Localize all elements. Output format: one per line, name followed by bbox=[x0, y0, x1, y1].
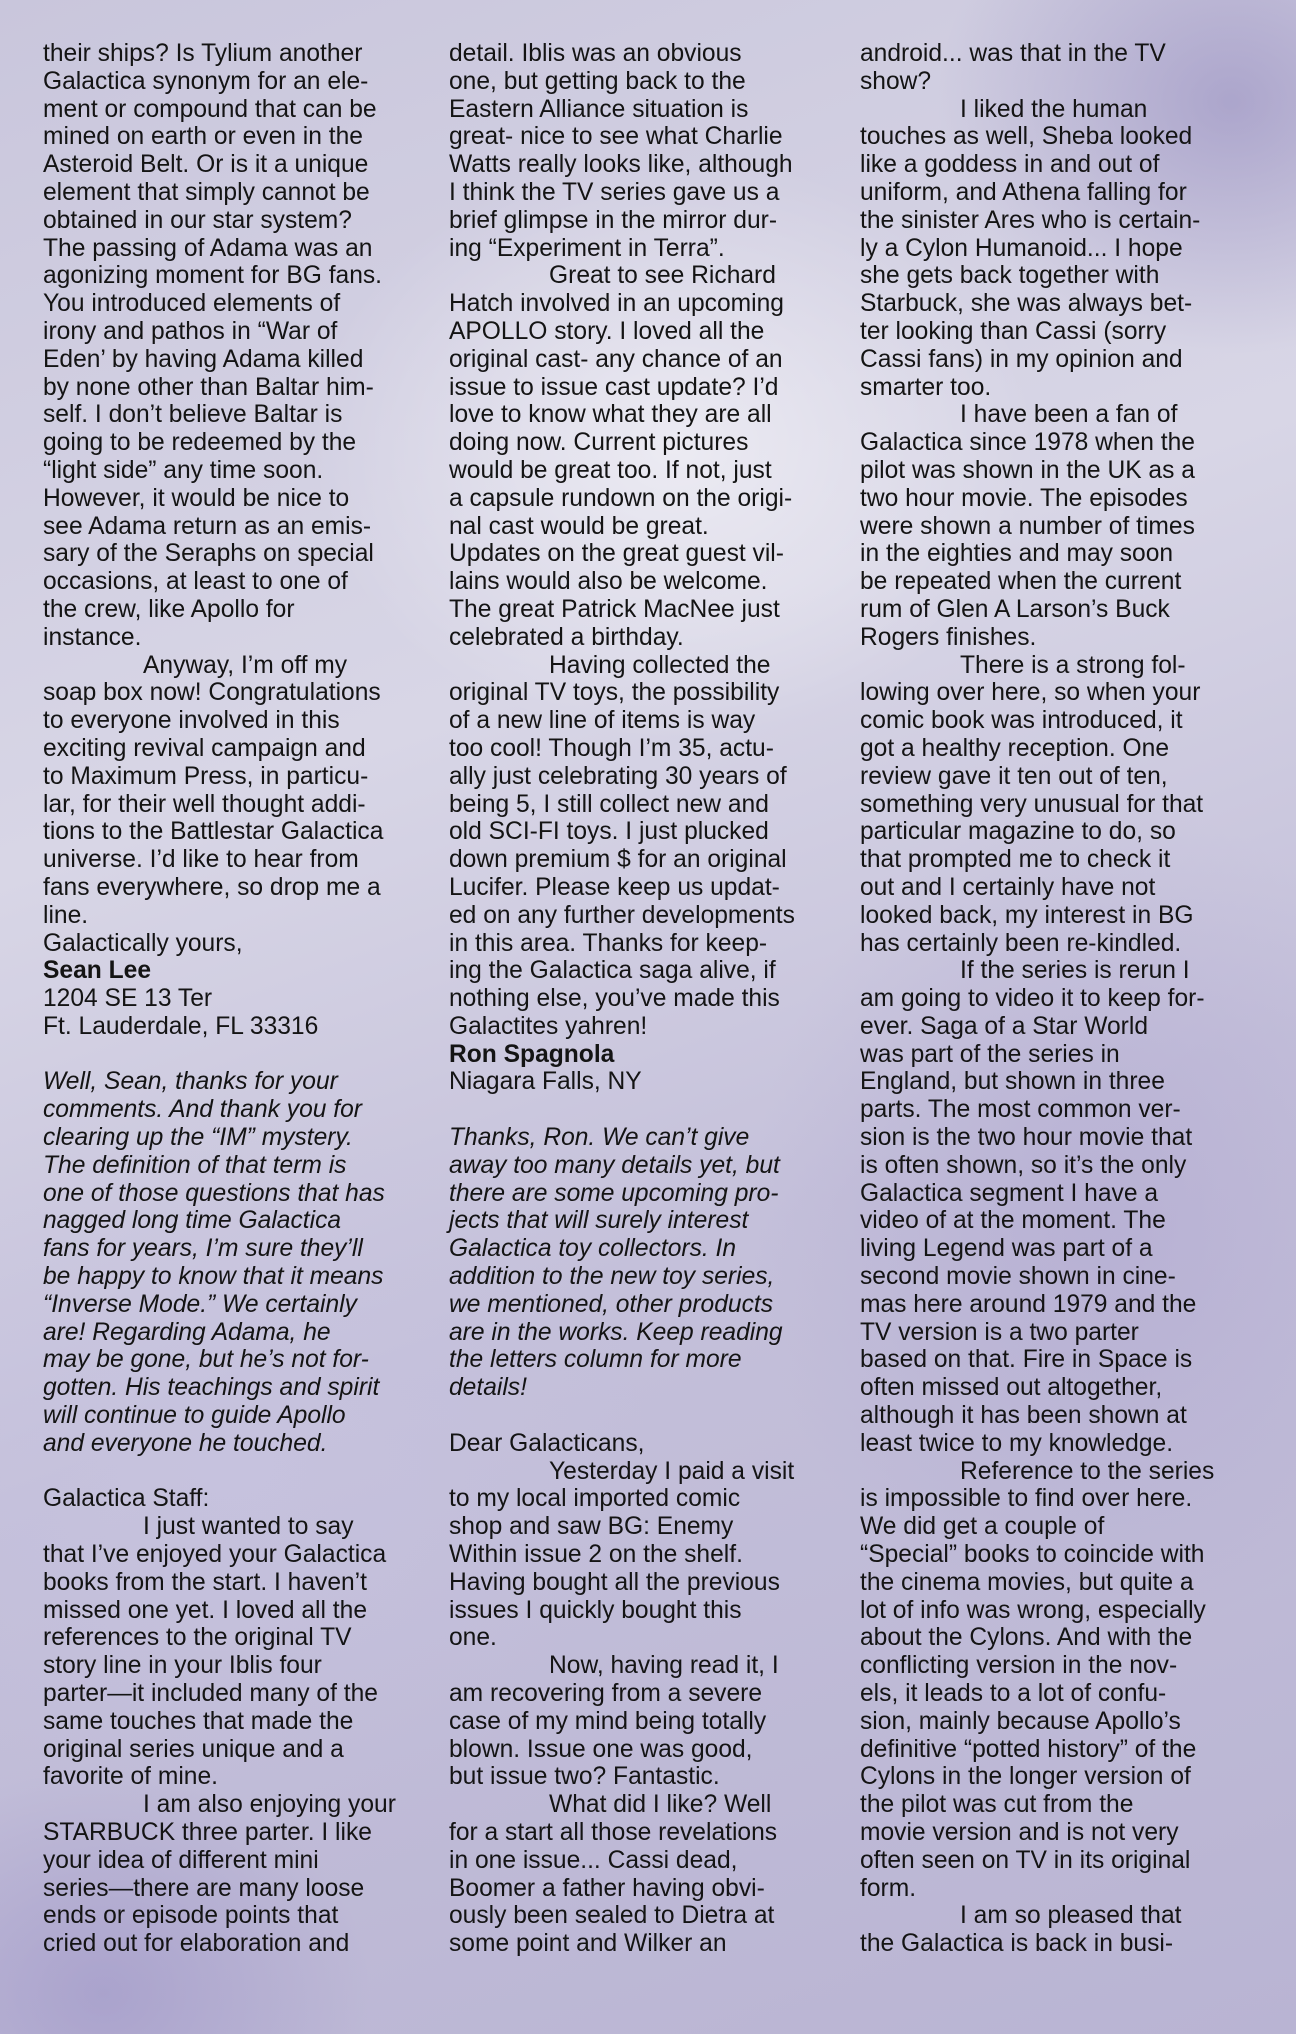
text-line: addition to the new toy series, bbox=[449, 1263, 775, 1291]
text-line: Updates on the great guest vil- bbox=[449, 540, 784, 568]
text-line: that prompted me to check it bbox=[860, 846, 1171, 874]
text-line: Thanks, Ron. We can’t give bbox=[449, 1124, 750, 1152]
text-line: I have been a fan of bbox=[960, 401, 1178, 429]
text-line: am recovering from a severe bbox=[449, 1680, 763, 1708]
text-line: has certainly been re-kindled. bbox=[860, 929, 1182, 957]
text-line: the sinister Ares who is certain- bbox=[860, 206, 1201, 234]
text-line: one. bbox=[449, 1624, 497, 1652]
text-line: blown. Issue one was good, bbox=[449, 1735, 753, 1763]
text-line: detail. Iblis was an obvious bbox=[449, 40, 742, 67]
text-line: favorite of mine. bbox=[43, 1763, 218, 1791]
text-line: in one issue... Cassi dead, bbox=[449, 1846, 738, 1874]
text-line: TV version is a two parter bbox=[860, 1318, 1139, 1346]
text-line: living Legend was part of a bbox=[860, 1235, 1153, 1263]
text-line: cried out for elaboration and bbox=[43, 1930, 350, 1958]
text-line: that I’ve enjoyed your Galactica bbox=[43, 1541, 387, 1569]
text-line: However, it would be nice to bbox=[43, 484, 350, 512]
text-line: Galactites yahren! bbox=[449, 1012, 648, 1040]
text-line: the pilot was cut from the bbox=[860, 1791, 1134, 1819]
text-line: nagged long time Galactica bbox=[43, 1207, 342, 1235]
text-line: occasions, at least to one of bbox=[43, 568, 348, 596]
text-line: of a new line of items is way bbox=[449, 707, 756, 735]
text-line: I liked the human bbox=[960, 95, 1148, 123]
text-line: lains would also be welcome. bbox=[449, 568, 768, 596]
text-line: Lucifer. Please keep us updat- bbox=[449, 873, 780, 901]
text-line: Cassi fans) in my opinion and bbox=[860, 345, 1183, 373]
text-line: will continue to guide Apollo bbox=[43, 1402, 346, 1430]
text-line: there are some upcoming pro- bbox=[449, 1179, 779, 1207]
text-line: Dear Galacticans, bbox=[449, 1429, 645, 1457]
text-line: lowing over here, so when your bbox=[860, 679, 1201, 707]
text-line: second movie shown in cine- bbox=[860, 1263, 1176, 1291]
text-line: Within issue 2 on the shelf. bbox=[449, 1541, 743, 1569]
text-line: about the Cylons. And with the bbox=[860, 1624, 1193, 1652]
text-line: Galactica segment I have a bbox=[860, 1179, 1159, 1207]
text-line: issues I quickly bought this bbox=[449, 1596, 742, 1624]
text-line: smarter too. bbox=[860, 373, 992, 401]
text-line: would be great too. If not, just bbox=[449, 456, 772, 484]
text-line: movie version and is not very bbox=[860, 1819, 1179, 1846]
text-line: case of my mind being totally bbox=[449, 1707, 767, 1735]
text-line: sion is the two hour movie that bbox=[860, 1124, 1193, 1152]
text-line: references to the original TV bbox=[43, 1624, 352, 1652]
text-line: parts. The most common ver- bbox=[860, 1096, 1181, 1124]
text-line: series—there are many loose bbox=[43, 1874, 365, 1902]
text-line: details! bbox=[449, 1374, 527, 1402]
text-line: to Maximum Press, in particu- bbox=[43, 762, 369, 790]
text-line: mined on earth or even in the bbox=[43, 123, 363, 151]
text-line: Eden’ by having Adama killed bbox=[43, 345, 364, 373]
text-line: are in the works. Keep reading bbox=[449, 1318, 783, 1346]
text-line: going to be redeemed by the bbox=[43, 429, 357, 457]
text-line: irony and pathos in “War of bbox=[43, 317, 338, 345]
text-line: got a healthy reception. One bbox=[860, 734, 1169, 762]
text-line: I am so pleased that bbox=[960, 1902, 1182, 1930]
text-line: books from the start. I haven’t bbox=[43, 1568, 367, 1596]
text-line: The definition of that term is bbox=[43, 1151, 347, 1179]
text-line: lar, for their well thought addi- bbox=[43, 790, 366, 818]
text-line: 1204 SE 13 Ter bbox=[43, 985, 213, 1013]
text-line: ally just celebrating 30 years of bbox=[449, 762, 787, 790]
text-line: Niagara Falls, NY bbox=[449, 1068, 642, 1096]
text-line: same touches that made the bbox=[43, 1707, 354, 1735]
text-line: nothing else, you’ve made this bbox=[449, 985, 780, 1013]
text-line: Having collected the bbox=[549, 651, 771, 679]
text-line: There is a strong fol- bbox=[960, 651, 1186, 679]
text-line: too cool! Though I’m 35, actu- bbox=[449, 734, 774, 762]
text-line: definitive “potted history” of the bbox=[860, 1735, 1197, 1763]
text-line: original cast- any chance of an bbox=[449, 345, 783, 373]
text-line: but issue two? Fantastic. bbox=[449, 1763, 720, 1791]
column-1 bbox=[43, 40, 435, 1958]
text-line: STARBUCK three parter. I like bbox=[43, 1819, 372, 1846]
paragraph-gap bbox=[43, 1041, 435, 1069]
text-line: els, it leads to a lot of confu- bbox=[860, 1680, 1167, 1708]
text-line: away too many details yet, but bbox=[449, 1151, 780, 1179]
text-line: obtained in our star system? bbox=[43, 206, 352, 234]
text-line: The passing of Adama was an bbox=[43, 234, 373, 262]
text-line: Boomer a father having obvi- bbox=[449, 1874, 765, 1902]
text-line: original TV toys, the possibility bbox=[449, 679, 780, 707]
text-line: a capsule rundown on the origi- bbox=[449, 484, 793, 512]
text-line: Rogers finishes. bbox=[860, 623, 1037, 651]
paragraph-gap bbox=[43, 1458, 435, 1486]
text-line: instance. bbox=[43, 623, 142, 651]
text-line: nal cast would be great. bbox=[449, 512, 709, 540]
text-line: were shown a number of times bbox=[860, 512, 1195, 540]
text-line: Well, Sean, thanks for your bbox=[43, 1068, 338, 1096]
text-line: element that simply cannot be bbox=[43, 178, 370, 206]
text-line: the letters column for more bbox=[449, 1346, 742, 1374]
text-line: If the series is rerun I bbox=[960, 957, 1190, 985]
text-line: the Galactica is back in busi- bbox=[860, 1930, 1174, 1958]
text-line: line. bbox=[43, 901, 89, 929]
text-line: doing now. Current pictures bbox=[449, 429, 749, 457]
text-line: APOLLO story. I loved all the bbox=[449, 317, 765, 345]
text-line: see Adama return as an emis- bbox=[43, 512, 372, 540]
text-line: fans everywhere, so drop me a bbox=[43, 873, 381, 901]
text-line: one, but getting back to the bbox=[449, 67, 746, 95]
text-line: great- nice to see what Charlie bbox=[449, 123, 783, 151]
text-line: be happy to know that it means bbox=[43, 1263, 384, 1291]
text-line: Ron Spagnola bbox=[449, 1040, 615, 1068]
text-line: Watts really looks like, although bbox=[449, 151, 793, 179]
text-line: lot of info was wrong, especially bbox=[860, 1596, 1206, 1624]
text-line: the crew, like Apollo for bbox=[43, 595, 295, 623]
text-line: two hour movie. The episodes bbox=[860, 484, 1188, 512]
text-line: sion, mainly because Apollo’s bbox=[860, 1707, 1181, 1735]
text-line: and everyone he touched. bbox=[43, 1429, 328, 1457]
text-line: in the eighties and may soon bbox=[860, 540, 1174, 568]
text-line: touches as well, Sheba looked bbox=[860, 123, 1193, 151]
text-line: pilot was shown in the UK as a bbox=[860, 456, 1195, 484]
text-line: although it has been shown at bbox=[860, 1402, 1187, 1430]
text-line: ly a Cylon Humanoid... I hope bbox=[860, 234, 1183, 262]
text-line: Yesterday I paid a visit bbox=[549, 1457, 795, 1485]
text-line: Cylons in the longer version of bbox=[860, 1763, 1191, 1791]
text-line: often missed out altogether, bbox=[860, 1374, 1163, 1402]
text-line: was part of the series in bbox=[860, 1040, 1120, 1068]
text-line: Hatch involved in an upcoming bbox=[449, 290, 784, 318]
text-line: am going to video it to keep for- bbox=[860, 985, 1205, 1013]
text-line: The great Patrick MacNee just bbox=[449, 595, 780, 623]
text-line: parter—it included many of the bbox=[43, 1680, 378, 1708]
text-line: celebrated a birthday. bbox=[449, 623, 684, 651]
text-line: ously been sealed to Dietra at bbox=[449, 1902, 775, 1930]
text-line: You introduced elements of bbox=[43, 290, 341, 318]
text-line: being 5, I still collect new and bbox=[449, 790, 769, 818]
text-line: review gave it ten out of ten, bbox=[860, 762, 1168, 790]
text-line: Starbuck, she was always bet- bbox=[860, 290, 1193, 318]
column-2 bbox=[449, 40, 841, 1958]
text-line: ed on any further developments bbox=[449, 901, 795, 929]
text-line: Having bought all the previous bbox=[449, 1568, 780, 1596]
text-line: self. I don’t believe Baltar is bbox=[43, 401, 343, 429]
text-line: Galactica Staff: bbox=[43, 1485, 210, 1513]
text-line: Galactica toy collectors. In bbox=[449, 1235, 737, 1263]
text-line: uniform, and Athena falling for bbox=[860, 178, 1187, 206]
text-line: conflicting version in the nov- bbox=[860, 1652, 1178, 1680]
text-line: ment or compound that can be bbox=[43, 95, 377, 123]
text-line: story line in your Iblis four bbox=[43, 1652, 322, 1680]
text-line: I just wanted to say bbox=[143, 1513, 354, 1541]
text-line: We did get a couple of bbox=[860, 1513, 1105, 1541]
text-line: agonizing moment for BG fans. bbox=[43, 262, 383, 290]
text-line: What did I like? Well bbox=[549, 1791, 772, 1819]
text-line: in this area. Thanks for keep- bbox=[449, 929, 768, 957]
text-line: out and I certainly have not bbox=[860, 873, 1156, 901]
text-line: show? bbox=[860, 67, 932, 95]
text-line: their ships? Is Tylium another bbox=[43, 40, 363, 67]
text-line: rum of Glen A Larson’s Buck bbox=[860, 595, 1170, 623]
text-line: issue to issue cast update? I’d bbox=[449, 373, 779, 401]
text-line: Now, having read it, I bbox=[549, 1652, 779, 1680]
text-line: Eastern Alliance situation is bbox=[449, 95, 749, 123]
text-line: Ft. Lauderdale, FL 33316 bbox=[43, 1012, 319, 1040]
text-line: the cinema movies, but quite a bbox=[860, 1568, 1194, 1596]
text-line: be repeated when the current bbox=[860, 568, 1182, 596]
text-line: looked back, my interest in BG bbox=[860, 901, 1194, 929]
text-line: to my local imported comic bbox=[449, 1485, 741, 1513]
text-line: gotten. His teachings and spirit bbox=[43, 1374, 380, 1402]
text-line: missed one yet. I loved all the bbox=[43, 1596, 367, 1624]
text-line: Reference to the series bbox=[960, 1457, 1215, 1485]
text-line: ends or episode points that bbox=[43, 1902, 339, 1930]
text-line: some point and Wilker an bbox=[449, 1930, 727, 1958]
text-line: fans for years, I’m sure they’ll bbox=[43, 1235, 363, 1263]
text-line: Great to see Richard bbox=[549, 262, 776, 290]
text-line: brief glimpse in the mirror dur- bbox=[449, 206, 778, 234]
text-line: something very unusual for that bbox=[860, 790, 1204, 818]
text-line: “Special” books to coincide with bbox=[860, 1541, 1205, 1569]
text-line: ing the Galactica saga alive, if bbox=[449, 957, 776, 985]
text-line: particular magazine to do, so bbox=[860, 818, 1176, 846]
text-line: ever. Saga of a Star World bbox=[860, 1012, 1148, 1040]
text-line: Sean Lee bbox=[43, 957, 151, 985]
text-line: Galactica synonym for an ele- bbox=[43, 67, 369, 95]
text-line: England, but shown in three bbox=[860, 1068, 1165, 1096]
text-line: for a start all those revelations bbox=[449, 1819, 778, 1846]
text-line: Galactica since 1978 when the bbox=[860, 429, 1195, 457]
text-line: Galactically yours, bbox=[43, 929, 243, 957]
text-line: original series unique and a bbox=[43, 1735, 344, 1763]
text-line: sary of the Seraphs on special bbox=[43, 540, 374, 568]
text-line: we mentioned, other products bbox=[449, 1290, 774, 1318]
text-line: your idea of different mini bbox=[43, 1846, 319, 1874]
column-3 bbox=[860, 40, 1252, 1958]
text-line: based on that. Fire in Space is bbox=[860, 1346, 1193, 1374]
text-line: are! Regarding Adama, he bbox=[43, 1318, 331, 1346]
text-line: tions to the Battlestar Galactica bbox=[43, 818, 384, 846]
text-line: comic book was introduced, it bbox=[860, 707, 1183, 735]
text-line: Asteroid Belt. Or is it a unique bbox=[43, 151, 369, 179]
text-line: “Inverse Mode.” We certainly bbox=[43, 1290, 357, 1318]
text-line: ter looking than Cassi (sorry bbox=[860, 317, 1167, 345]
text-line: often seen on TV in its original bbox=[860, 1846, 1191, 1874]
text-line: form. bbox=[860, 1874, 917, 1902]
text-line: old SCI-FI toys. I just plucked bbox=[449, 818, 769, 846]
text-line: one of those questions that has bbox=[43, 1179, 385, 1207]
text-line: like a goddess in and out of bbox=[860, 151, 1160, 179]
text-line: I think the TV series gave us a bbox=[449, 178, 780, 206]
text-line: soap box now! Congratulations bbox=[43, 679, 381, 707]
text-line: android... was that in the TV bbox=[860, 40, 1166, 67]
text-line: by none other than Baltar him- bbox=[43, 373, 374, 401]
text-line: mas here around 1979 and the bbox=[860, 1290, 1197, 1318]
text-line: video of at the moment. The bbox=[860, 1207, 1166, 1235]
text-line: to everyone involved in this bbox=[43, 707, 340, 735]
text-line: ing “Experiment in Terra”. bbox=[449, 234, 725, 262]
text-line: down premium $ for an original bbox=[449, 846, 787, 874]
text-line: she gets back together with bbox=[860, 262, 1160, 290]
text-line: universe. I’d like to hear from bbox=[43, 846, 359, 874]
text-line: clearing up the “IM” mystery. bbox=[43, 1124, 353, 1152]
text-line: least twice to my knowledge. bbox=[860, 1429, 1174, 1457]
text-line: is often shown, so it’s the only bbox=[860, 1151, 1187, 1179]
text-line: love to know what they are all bbox=[449, 401, 772, 429]
text-line: “light side” any time soon. bbox=[43, 456, 324, 484]
paragraph-gap bbox=[449, 1402, 841, 1430]
text-line: comments. And thank you for bbox=[43, 1096, 362, 1124]
text-line: I am also enjoying your bbox=[143, 1791, 396, 1819]
text-line: shop and saw BG: Enemy bbox=[449, 1513, 734, 1541]
text-line: is impossible to find over here. bbox=[860, 1485, 1193, 1513]
text-line: may be gone, but he’s not for- bbox=[43, 1346, 369, 1374]
text-line: Anyway, I’m off my bbox=[143, 651, 348, 679]
text-line: exciting revival campaign and bbox=[43, 734, 366, 762]
text-line: jects that will surely interest bbox=[449, 1207, 749, 1235]
paragraph-gap bbox=[449, 1096, 841, 1124]
